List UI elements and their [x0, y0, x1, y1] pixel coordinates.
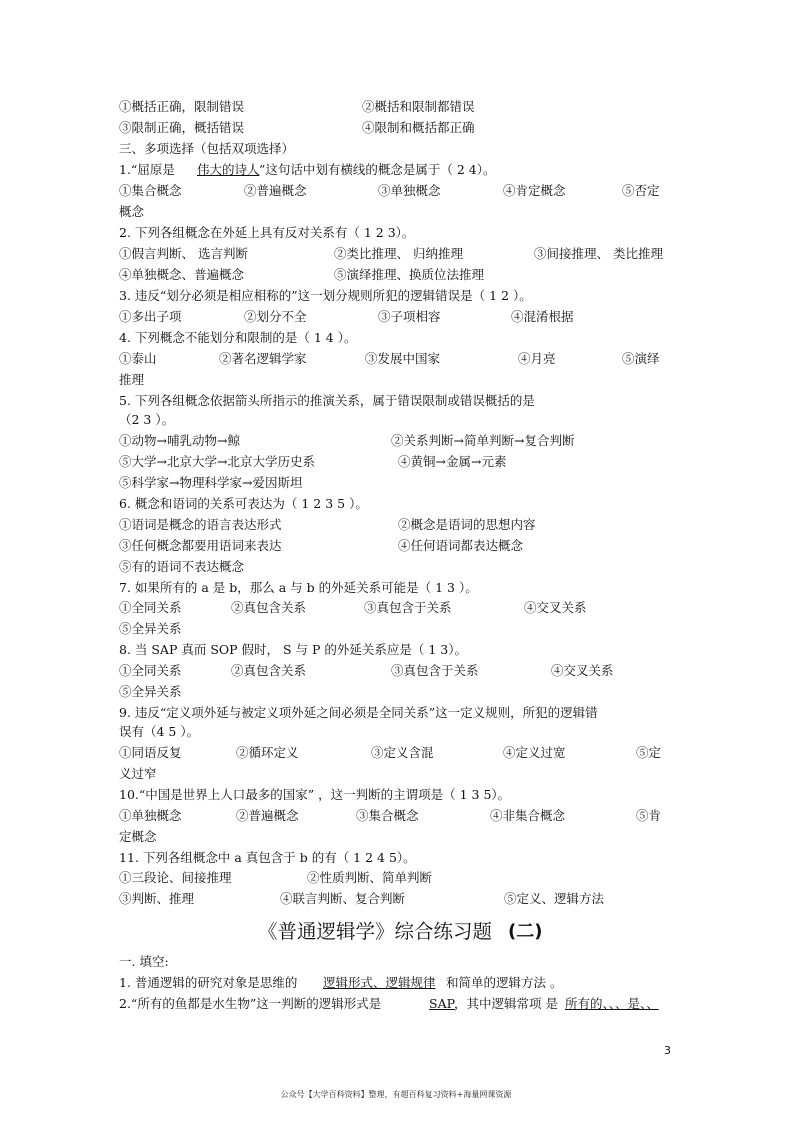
- text-line: [0, 431, 792, 451]
- text-segment: ④交叉关系: [524, 600, 587, 615]
- text-segment: ④限制和概括都正确: [362, 120, 475, 135]
- text-segment: ⑤定义、逻辑方法: [504, 891, 605, 906]
- section-title-main: 《普通逻辑学》综合练习题: [258, 920, 493, 943]
- text-segment: 6. 概念和语词的关系可表达为（ 1 2 3 5 ）。: [119, 496, 368, 511]
- text-segment: ⑤科学家→物理科学家→爱因斯坦: [119, 475, 303, 490]
- text-segment: ③任何概念都要用语词来表达: [119, 538, 282, 553]
- text-line: [0, 118, 792, 138]
- text-segment: 10.“中国是世界上人口最多的国家” ，这一判断的主谓项是（ 1 3 5）。: [119, 787, 511, 802]
- text-segment: ①多出子项: [119, 309, 182, 324]
- text-line: [0, 827, 792, 847]
- text-segment: ①三段论、间接推理: [119, 870, 232, 885]
- text-segment: ①泰山: [119, 351, 157, 366]
- text-line: [0, 452, 792, 472]
- text-segment: ④混淆根据: [511, 309, 574, 324]
- section-title-suffix: (二): [508, 921, 543, 942]
- text-line: [0, 640, 792, 660]
- text-segment: 和简单的逻辑方法 。: [446, 975, 563, 990]
- text-line: [0, 473, 792, 493]
- text-line: [0, 973, 792, 993]
- text-segment: 所有的、、、是、、: [565, 996, 659, 1011]
- text-segment: ②概念是语词的思想内容: [398, 517, 536, 532]
- text-segment: ”这句话中划有横线的概念是属于（ 2 4）。: [259, 162, 496, 177]
- text-segment: ②概括和限制都错误: [362, 99, 475, 114]
- text-segment: ⑤演绎推理、换质位法推理: [334, 267, 485, 282]
- text-segment: ②著名逻辑学家: [219, 351, 307, 366]
- text-segment: ⑤演绎: [622, 351, 660, 366]
- text-segment: ④定义过宽: [503, 745, 566, 760]
- text-line: [0, 994, 792, 1014]
- text-segment: ④肯定概念: [503, 183, 566, 198]
- text-segment: 5. 下列各组概念依据箭头所指示的推演关系，属于错误限制或错误概括的是: [119, 393, 535, 408]
- text-segment: ①动物→哺乳动物→鲸: [119, 433, 240, 448]
- text-segment: ②真包含关系: [231, 600, 307, 615]
- text-segment: ③限制正确，概括错误: [119, 120, 245, 135]
- text-line: [0, 598, 792, 618]
- text-segment: 三、多项选择（包括双项选择）: [119, 141, 295, 156]
- text-segment: ③真包含于关系: [391, 663, 479, 678]
- text-line: [0, 494, 792, 514]
- text-segment: ②类比推理、 归纳推理: [334, 246, 463, 261]
- text-segment: ③发展中国家: [365, 351, 441, 366]
- text-segment: ④非集合概念: [490, 808, 566, 823]
- text-segment: ①全同关系: [119, 663, 182, 678]
- text-line: [0, 785, 792, 805]
- text-segment: ②关系判断→简单判断→复合判断: [391, 433, 575, 448]
- footer-note: 公众号【大学百科资料】整理，有超百科复习资料+海量网课资源: [280, 1090, 512, 1099]
- text-segment: 推理: [119, 372, 145, 387]
- text-segment: 9. 违反“定义项外延与被定义项外延之间必须是全同关系”这一定义规则，所犯的逻辑错: [119, 705, 598, 720]
- text-segment: ④交叉关系: [551, 663, 614, 678]
- text-segment: ③真包含于关系: [364, 600, 452, 615]
- text-segment: ⑤肯: [636, 808, 662, 823]
- text-segment: ②普遍概念: [236, 808, 299, 823]
- text-segment: ④联言判断、复合判断: [280, 891, 406, 906]
- text-segment: ③定义含混: [371, 745, 434, 760]
- text-segment: 义过窄: [119, 766, 157, 781]
- text-segment: 误有（4 5 ）。: [119, 724, 200, 739]
- text-line: [0, 619, 792, 639]
- text-line: [0, 328, 792, 348]
- text-segment: 一. 填空:: [119, 954, 169, 969]
- text-segment: 2. 下列各组概念在外延上具有反对关系有（ 1 2 3）。: [119, 225, 415, 240]
- text-line: [0, 722, 792, 742]
- section-title: [0, 917, 792, 947]
- text-segment: 1.“屈原是: [119, 162, 175, 177]
- text-segment: ②划分不全: [244, 309, 307, 324]
- text-line: [0, 410, 792, 430]
- text-segment: ①假言判断、 选言判断: [119, 246, 248, 261]
- text-segment: ⑤全异关系: [119, 684, 182, 699]
- text-line: [0, 286, 792, 306]
- text-segment: ①单独概念: [119, 808, 182, 823]
- text-line: [0, 515, 792, 535]
- text-line: [0, 682, 792, 702]
- text-segment: ④任何语词都表达概念: [398, 538, 524, 553]
- text-line: [0, 848, 792, 868]
- text-line: [0, 139, 792, 159]
- text-segment: ①集合概念: [119, 183, 182, 198]
- text-segment: ④月亮: [518, 351, 556, 366]
- text-segment: 3. 违反“划分必须是相应相称的”这一划分规则所犯的逻辑错误是（ 1 2 ）。: [119, 288, 532, 303]
- text-line: [0, 806, 792, 826]
- text-segment: ④单独概念、普遍概念: [119, 267, 245, 282]
- text-line: [0, 202, 792, 222]
- text-line: [0, 97, 792, 117]
- text-segment: ⑤全异关系: [119, 621, 182, 636]
- text-line: [0, 370, 792, 390]
- text-segment: ④黄铜→金属→元素: [398, 454, 507, 469]
- text-segment: 7. 如果所有的 a 是 b，那么 a 与 b 的外延关系可能是（ 1 3 ）。: [119, 580, 478, 595]
- text-segment: 2.“所有的鱼都是水生物”这一判断的逻辑形式是: [119, 996, 382, 1011]
- text-segment: ，其中逻辑常项 是: [454, 996, 558, 1011]
- text-segment: ⑤大学→北京大学→北京大学历史系: [119, 454, 315, 469]
- text-segment: ③间接推理、 类比推理: [534, 246, 663, 261]
- text-line: [0, 181, 792, 201]
- text-segment: ①全同关系: [119, 600, 182, 615]
- text-segment: ③集合概念: [356, 808, 419, 823]
- text-segment: 11. 下列各组概念中 a 真包含于 b 的有（ 1 2 4 5）。: [119, 850, 416, 865]
- text-line: [0, 661, 792, 681]
- text-line: [0, 557, 792, 577]
- text-segment: ①语词是概念的语言表达形式: [119, 517, 282, 532]
- text-line: [0, 952, 792, 972]
- text-segment: ③单独概念: [378, 183, 441, 198]
- text-segment: 概念: [119, 204, 145, 219]
- text-segment: 伟大的诗人: [197, 162, 260, 177]
- text-line: [0, 703, 792, 723]
- text-line: [0, 307, 792, 327]
- text-segment: 4. 下列概念不能划分和限制的是（ 1 4 ）。: [119, 330, 357, 345]
- text-line: [0, 265, 792, 285]
- page-number: 3: [664, 1044, 671, 1057]
- text-line: [0, 223, 792, 243]
- text-segment: 8. 当 SAP 真而 SOP 假时， S 与 P 的外延关系应是（ 1 3）。: [119, 642, 467, 657]
- text-line: [0, 868, 792, 888]
- text-segment: ⑤有的语词不表达概念: [119, 559, 245, 574]
- text-line: [0, 889, 792, 909]
- text-segment: SAP: [429, 996, 456, 1011]
- text-segment: 定概念: [119, 829, 157, 844]
- text-line: [0, 244, 792, 264]
- text-segment: ①概括正确，限制错误: [119, 99, 245, 114]
- text-segment: ①同语反复: [119, 745, 182, 760]
- text-segment: ⑤定: [636, 745, 662, 760]
- text-segment: ②真包含关系: [231, 663, 307, 678]
- text-segment: ②性质判断、简单判断: [307, 870, 433, 885]
- text-line: [0, 391, 792, 411]
- text-line: [0, 743, 792, 763]
- text-line: [0, 536, 792, 556]
- text-segment: ③判断、推理: [119, 891, 195, 906]
- text-segment: 1. 普通逻辑的研究对象是思维的: [119, 975, 298, 990]
- text-segment: ③子项相容: [378, 309, 441, 324]
- text-segment: 逻辑形式、逻辑规律: [323, 975, 436, 990]
- text-segment: ②循环定义: [236, 745, 299, 760]
- text-segment: ⑤否定: [622, 183, 660, 198]
- text-line: [0, 160, 792, 180]
- text-line: [0, 578, 792, 598]
- text-line: [0, 349, 792, 369]
- text-line: [0, 764, 792, 784]
- text-segment: （2 3 ）。: [119, 412, 175, 427]
- text-segment: ②普遍概念: [244, 183, 307, 198]
